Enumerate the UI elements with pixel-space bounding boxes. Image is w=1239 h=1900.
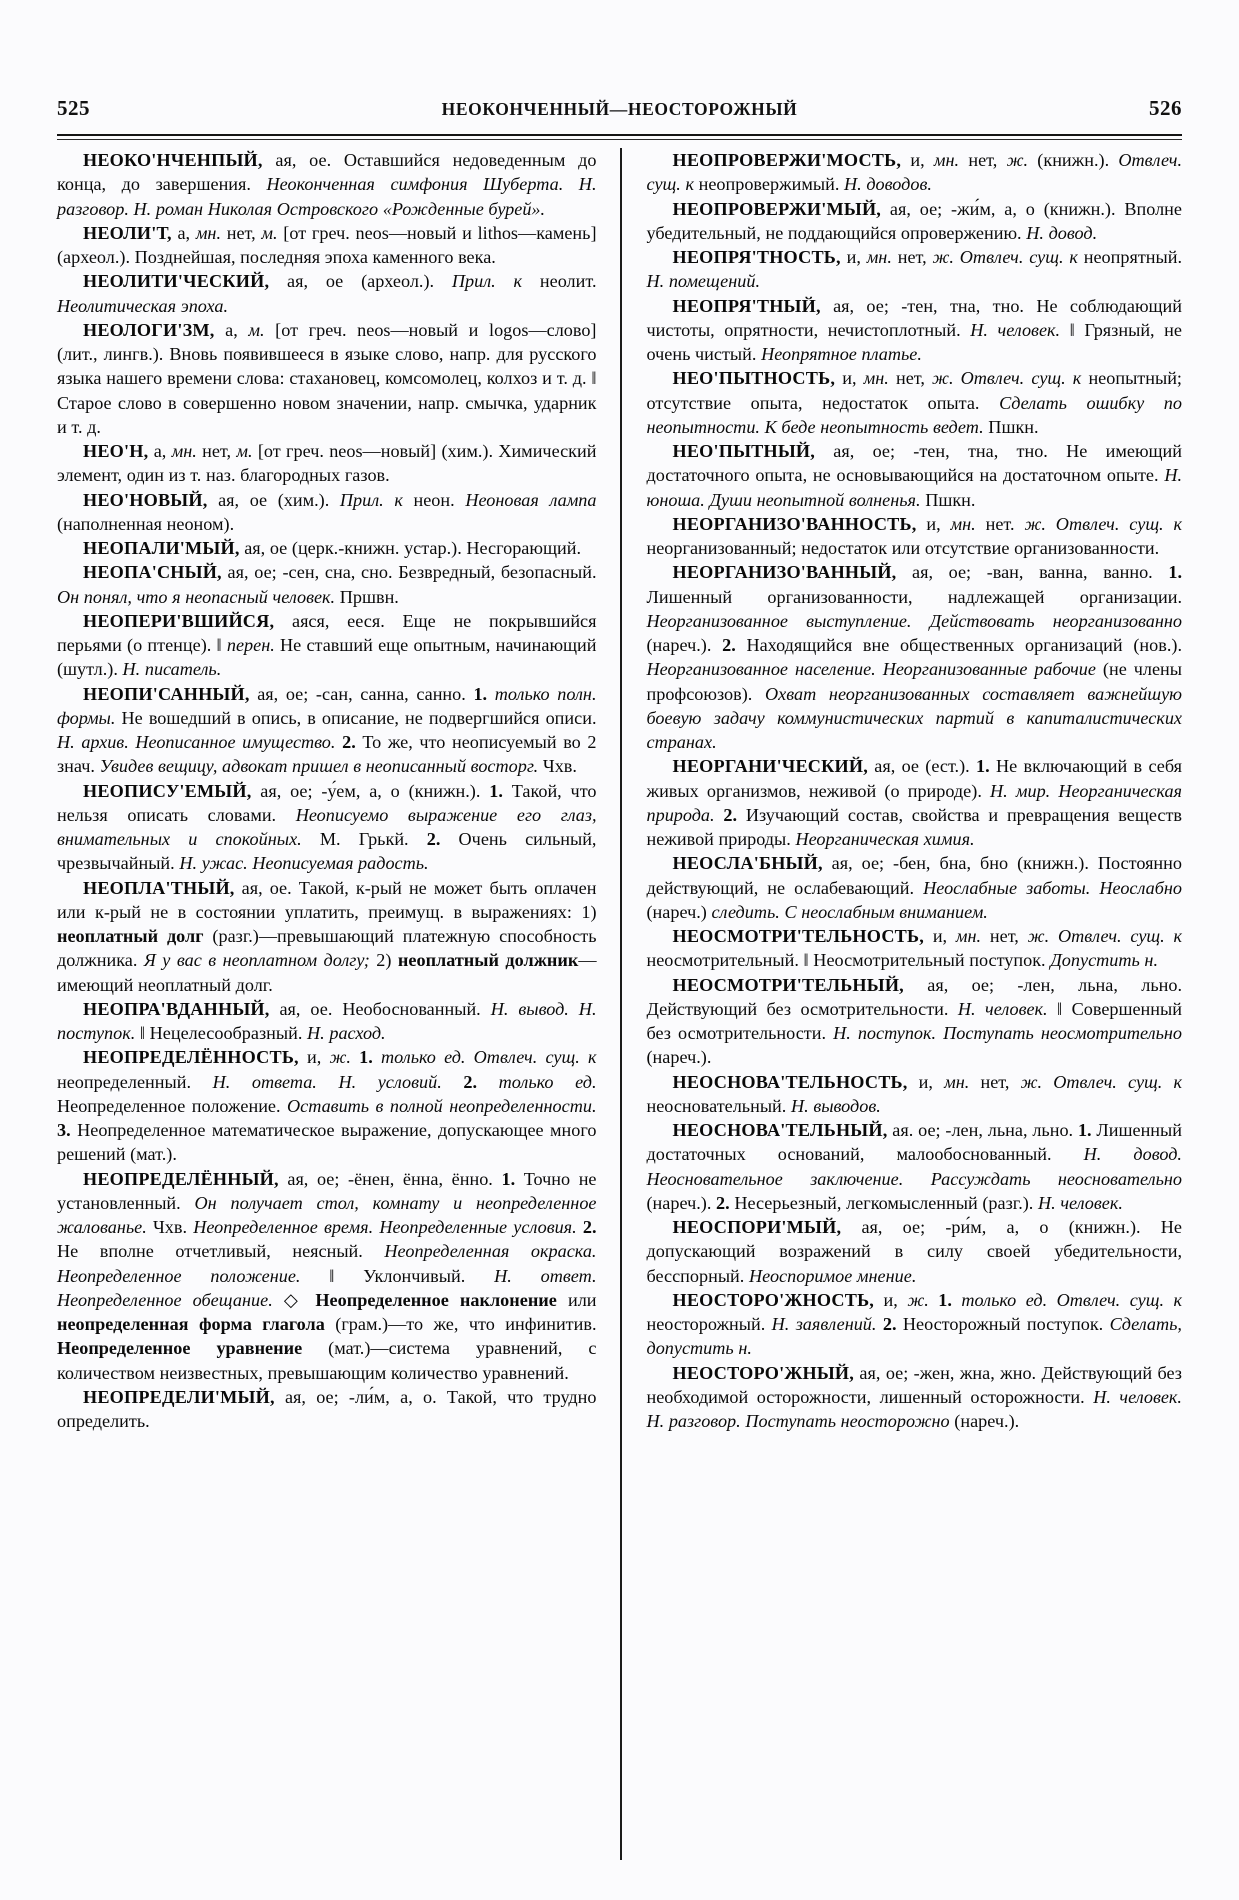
entry-definition: ая, ое; -жен, жна, жно. Действующий без необходимой осторожности, лишенный осторожности. Н. человек. Н. разговор. Поступать неосторожно (нареч.). <box>646 1362 1182 1431</box>
page-header <box>57 96 1182 132</box>
entry-definition: ая, ое; -лен, льна, льно. Действующий без осмотрительности. Н. человек. ‖ Совершенный без осмотрительности. Н. поступок. Поступать неосмотрительно (нареч.). <box>646 974 1182 1068</box>
dictionary-entry <box>57 439 597 488</box>
entry-definition: ая, ое; -ван, ванна, ванно. 1. Лишенный организованности, надлежащей организации. Неорганизованное выступление. Действовать неорганизованно (нареч.). 2. Находящийся вне общественных организаций (нов.). Неорганизованное население. Неорганизованные рабочие (не члены профсоюзов). Охват неорганизованных составляет важнейшую боевую задачу коммунистических партий в капиталистических странах. <box>646 562 1183 752</box>
entry-headword: НЕО'ПЫТНЫЙ, <box>672 441 816 461</box>
entry-headword: НЕОПРОВЕРЖИ'МЫЙ, <box>672 198 882 219</box>
entry-headword: НЕОРГАНИЗО'ВАННОСТЬ, <box>672 513 917 534</box>
dictionary-entry <box>647 148 1183 197</box>
header-rule-thin <box>57 139 1182 140</box>
entry-definition: и, ж. 1. только ед. Отвлеч. сущ. к неопределенный. Н. ответа. Н. условий. 2. только ед. Неопределенное положение. Оставить в полной неопределенности. 3. Неопределенное математическое выражение, допускающее много решений (мат.). <box>57 1047 597 1165</box>
entry-definition: и, мн. нет, ж. Отвлеч. сущ. к неосмотрительный. ‖ Неосмотрительный поступок. Допустить н. <box>646 926 1182 971</box>
dictionary-entry <box>57 1385 597 1434</box>
entry-definition: ая, ое (археол.). Прил. к неолит. Неолитическая эпоха. <box>57 271 597 316</box>
entry-headword: НЕОПЕРИ'ВШИЙСЯ, <box>83 610 275 631</box>
entry-definition: ая, ое. Оставшийся недоведенным до конца, до завершения. Неоконченная симфония Шуберта. Н. разговор. Н. роман Николая Островского «Рожденные бурей». <box>57 150 597 219</box>
entry-headword: НЕОСТОРО'ЖНОСТЬ, <box>672 1289 875 1310</box>
entry-definition: и, мн. нет, ж. (книжн.). Отвлеч. сущ. к неопровержимый. Н. доводов. <box>646 150 1182 195</box>
entry-headword: НЕО'Н, <box>83 441 149 461</box>
entry-headword: НЕОПРА'ВДАННЫЙ, <box>83 998 270 1019</box>
dictionary-entry <box>57 876 597 997</box>
header-rule <box>57 134 1182 140</box>
header-rule-thick <box>57 134 1182 136</box>
entry-definition: а, м. [от греч. neos—новый и logos—слово] (лит., лингв.). Вновь появившееся в языке слово, напр. для русского языка нашего времени слова: стахановец, комсомолец, колхоз и т. д. ‖ Старое слово в совершенно новом значении, напр. смычка, ударник и т. д. <box>57 319 597 437</box>
dictionary-entry <box>647 1070 1183 1119</box>
dictionary-entry <box>647 1288 1183 1361</box>
dictionary-entry <box>57 997 597 1046</box>
entry-headword: НЕОЛОГИ'ЗМ, <box>83 319 215 340</box>
entry-definition: аяся, ееся. Еще не покрывшийся перьями (о птенце). ‖ перен. Не ставший еще опытным, начинающий (шутл.). Н. писатель. <box>57 610 597 680</box>
entry-headword: НЕОПРЕДЕЛЁННЫЙ, <box>83 1168 279 1189</box>
entry-headword: НЕОЛИТИ'ЧЕСКИЙ, <box>83 271 270 292</box>
dictionary-entry <box>647 754 1183 851</box>
dictionary-entry <box>647 366 1183 439</box>
dictionary-entry <box>57 318 597 439</box>
entry-definition: ая, ое (ест.). 1. Не включающий в себя живых организмов, неживой (о природе). Н. мир. Неорганическая природа. 2. Изучающий состав, свойства и превращения веществ неживой природы. Неорганическая химия. <box>646 756 1183 849</box>
dictionary-entry <box>647 924 1183 973</box>
dictionary-entry <box>647 197 1183 246</box>
entry-headword: НЕОРГАНИ'ЧЕСКИЙ, <box>672 756 868 777</box>
dictionary-entry <box>57 148 597 221</box>
entry-definition: а, мн. нет, м. [от греч. neos—новый] (хим.). Химический элемент, один из т. наз. благородных газов. <box>57 441 597 486</box>
entry-definition: ая, ое; -ёнен, ённа, ённо. 1. Точно не установленный. Он получает стол, комнату и неопределенное жалованье. Чхв. Неопределенное время. Неопределенные условия. 2. Не вполне отчетливый, неясный. Неопределенная окраска. Неопределенное положение. ‖ Уклончивый. Н. ответ. Неопределенное обещание. ◇ Неопределенное наклонение или неопределенная форма глагола (грам.)—то же, что инфинитив. Неопределенное уравнение (мат.)—система уравнений, с количеством неизвестных, превышающим количество уравнений. <box>57 1168 597 1383</box>
dictionary-entry <box>57 488 597 537</box>
entry-headword: НЕОСМОТРИ'ТЕЛЬНОСТЬ, <box>672 926 924 946</box>
entry-definition: ая, ое. Необоснованный. Н. вывод. Н. поступок. ‖ Нецелесообразный. Н. расход. <box>57 998 597 1043</box>
dictionary-entry <box>647 439 1183 512</box>
entry-definition: ая, ое (церк.-книжн. устар.). Несгорающий. <box>239 538 581 558</box>
entry-definition: и, мн. нет, ж. Отвлеч. сущ. к неопытный; отсутствие опыта, недостаток опыта. Сделать ошибку по неопытности. К беде неопытность ведет. Пшкн. <box>646 368 1182 437</box>
entry-headword: НЕОСМОТРИ'ТЕЛЬНЫЙ, <box>672 974 904 995</box>
entry-definition: ая, ое; -тен, тна, тно. Не имеющий достаточного опыта, не основывающийся на достаточном опыте. Н. юноша. Души неопытной волненья. Пшкн. <box>646 441 1182 510</box>
entry-definition: ая, ое; -жи́м, а, о (книжн.). Вполне убедительный, не поддающийся опровержению. Н. довод. <box>646 198 1182 243</box>
dictionary-entry <box>57 560 597 609</box>
entry-definition: ая, ое; -у́ем, а, о (книжн.). 1. Такой, что нельзя описать словами. Неописуемо выражение его глаз, внимательных и спокойных. М. Грькй. 2. Очень сильный, чрезвычайный. Н. ужас. Неописуемая радость. <box>57 780 597 874</box>
entry-headword: НЕОРГАНИЗО'ВАННЫЙ, <box>672 562 897 583</box>
dictionary-entry <box>647 973 1183 1070</box>
dictionary-entry <box>57 536 597 560</box>
entry-headword: НЕОПРОВЕРЖИ'МОСТЬ, <box>672 150 902 170</box>
running-title: НЕОКОНЧЕННЫЙ—НЕОСТОРОЖНЫЙ <box>441 99 798 119</box>
dictionary-entry <box>57 1167 597 1385</box>
entry-definition: ая, ое; -сен, сна, сно. Безвредный, безопасный. Он понял, что я неопасный человек. Пршвн. <box>57 562 597 607</box>
entry-headword: НЕОПИ'САННЫЙ, <box>83 683 250 704</box>
entry-headword: НЕОСПОРИ'МЫЙ, <box>672 1217 842 1237</box>
entry-headword: НЕОЛИ'Т, <box>83 222 172 243</box>
entry-definition: и, мн. нет. ж. Отвлеч. сущ. к неорганизованный; недостаток или отсутствие организованности. <box>646 513 1182 558</box>
dictionary-entry <box>647 1118 1183 1215</box>
dictionary-entry <box>647 1361 1183 1434</box>
entry-headword: НЕО'НОВЫЙ, <box>83 489 208 510</box>
entry-headword: НЕОПА'СНЫЙ, <box>83 562 222 583</box>
entry-headword: НЕОПЛА'ТНЫЙ, <box>83 877 235 898</box>
entry-definition: ая, ое; -тен, тна, тно. Не соблюдающий чистоты, опрятности, нечистоплотный. Н. человек. ‖ Грязный, не очень чистый. Неопрятное платье. <box>646 295 1182 364</box>
dictionary-entry <box>57 682 597 779</box>
entry-headword: НЕОСНОВА'ТЕЛЬНОСТЬ, <box>672 1071 908 1092</box>
entry-headword: НЕОСТОРО'ЖНЫЙ, <box>672 1362 855 1383</box>
entry-definition: а, мн. нет, м. [от греч. neos—новый и lithos—камень] (археол.). Позднейшая, последняя эпоха каменного века. <box>57 222 597 267</box>
entry-definition: ая, ое; -бен, бна, бно (книжн.). Постоянно действующий, не ослабевающий. Неослабные заботы. Неослабно (нареч.) следить. С неослабным вниманием. <box>646 853 1182 922</box>
entry-definition: ая, ое; -ли́м, а, о. Такой, что трудно определить. <box>57 1386 597 1431</box>
entry-definition: ая, ое; -сан, санна, санно. 1. только полн. формы. Не вошедший в опись, в описание, не подвергшийся описи. Н. архив. Неописанное имущество. 2. То же, что неописуемый во 2 знач. Увидев вещицу, адвокат пришел в неописанный восторг. Чхв. <box>57 683 597 777</box>
dictionary-entry <box>57 269 597 318</box>
entry-headword: НЕОСНОВА'ТЕЛЬНЫЙ, <box>672 1120 888 1140</box>
dictionary-entry <box>647 245 1183 294</box>
dictionary-entry <box>57 221 597 270</box>
entry-definition: ая, ое. Такой, к-рый не может быть оплачен или к-рый не в состоянии уплатить, преимущ. в выражениях: 1) неоплатный долг (разг.)—превышающий платежную способность должника. Я у вас в неоплатном долгу; 2) неоплатный должник—имеющий неоплатный долг. <box>57 877 597 995</box>
dictionary-entry <box>647 512 1183 561</box>
entry-headword: НЕОПРЕДЕЛИ'МЫЙ, <box>83 1386 275 1407</box>
folio-right: 526 <box>1149 96 1182 120</box>
dictionary-entry <box>647 851 1183 924</box>
entry-headword: НЕОПАЛИ'МЫЙ, <box>83 538 240 558</box>
entry-headword: НЕОПРЕДЕЛЁННОСТЬ, <box>83 1047 299 1068</box>
entry-headword: НЕОПРЯ'ТНОСТЬ, <box>672 247 841 267</box>
entry-definition: ая, ое (хим.). Прил. к неон. Неоновая лампа (наполненная неоном). <box>57 489 597 534</box>
body-columns <box>57 148 1182 1860</box>
folio-left: 525 <box>57 96 90 120</box>
dictionary-entry <box>57 609 597 682</box>
dictionary-entry <box>647 560 1183 754</box>
entry-definition: ая. ое; -лен, льна, льно. 1. Лишенный достаточных оснований, малообоснованный. Н. довод. Неосновательное заключение. Рассуждать неосновательно (нареч.). 2. Несерьезный, легкомысленный (разг.). Н. человек. <box>646 1120 1182 1213</box>
entry-headword: НЕО'ПЫТНОСТЬ, <box>672 368 836 389</box>
dictionary-entry <box>57 1045 597 1166</box>
entry-headword: НЕОСЛА'БНЫЙ, <box>672 853 823 874</box>
entry-definition: и, мн. нет, ж. Отвлеч. сущ. к неопрятный. Н. помещений. <box>646 247 1182 292</box>
dictionary-entry <box>647 1215 1183 1288</box>
dictionary-entry <box>647 294 1183 367</box>
entry-headword: НЕОПИСУ'ЕМЫЙ, <box>83 780 252 801</box>
entry-definition: ая, ое; -ри́м, а, о (книжн.). Не допускающий возражений в силу своей убедительности, бесспорный. Неоспоримое мнение. <box>646 1217 1182 1286</box>
column-right <box>620 148 1183 1860</box>
dictionary-entry <box>57 779 597 876</box>
entry-headword: НЕОПРЯ'ТНЫЙ, <box>672 295 821 316</box>
entry-headword: НЕОКО'НЧЕНПЫЙ, <box>83 150 263 170</box>
entry-definition: и, мн. нет, ж. Отвлеч. сущ. к неосновательный. Н. выводов. <box>646 1071 1182 1116</box>
entry-definition: и, ж. 1. только ед. Отвлеч. сущ. к неосторожный. Н. заявлений. 2. Неосторожный поступок. Сделать, допустить н. <box>646 1289 1182 1359</box>
column-left <box>57 148 620 1860</box>
